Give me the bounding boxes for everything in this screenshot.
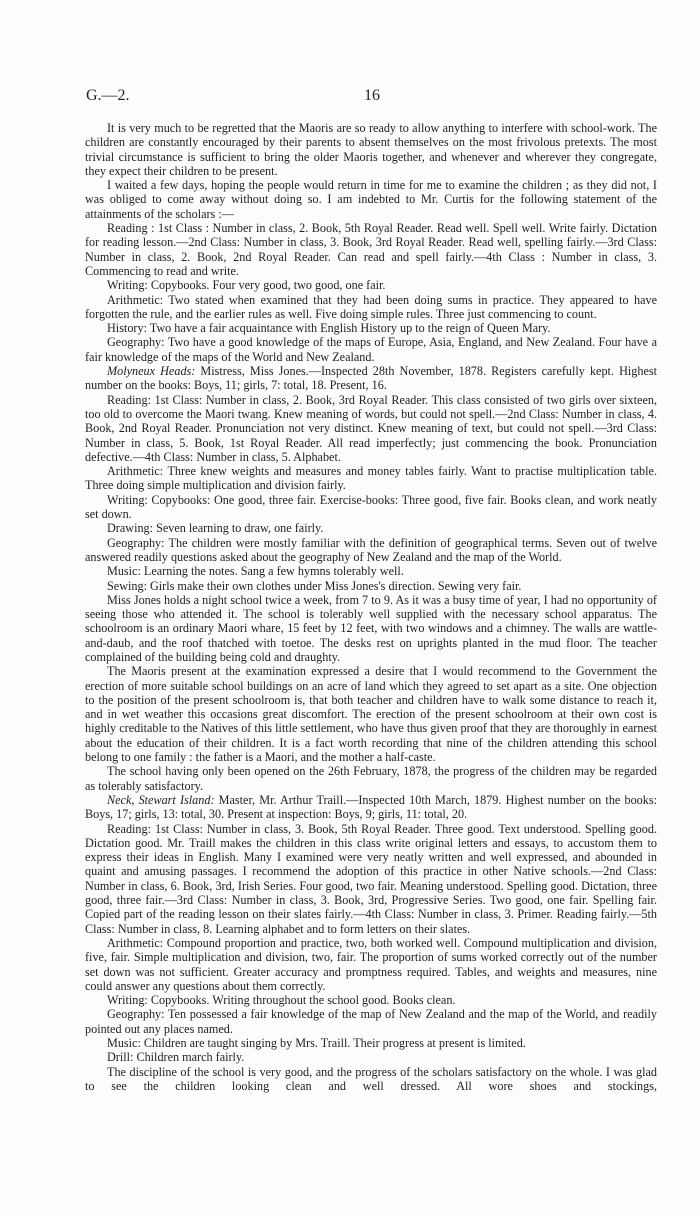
paragraph-reading: Reading: 1st Class: Number in class, 2. Book, 3rd Royal Reader. This class consisted of two girls over sixteen, too old to overcome the Maori twang. Knew meaning of words, but could not spell.—2nd Class: Number in class, 4. Book, 2nd Royal Reader. Pronunciation not very distinct. Knew meaning of text, but could not spell.—3rd Class: Number in class, 5. Book, 1st Royal Reader. All read imperfectly; just commencing the book. Pronunciation defective.—4th Class: Number in class, 5. Alphabet. [85,392,657,464]
school-name: Neck, Stewart Island: [107,792,215,807]
paragraph-history: History: Two have a fair acquaintance with English History up to the reign of Queen Mary. [107,321,551,336]
paragraph-curtis-statement: I waited a few days, hoping the people would return in time for me to examine the children ; as they did not, I was obliged to come away without doing so. I am indebted to Mr. Curtis for the following statement of the attainments of the scholars :— [85,178,657,221]
paragraph-music: Music: Children are taught singing by Mrs. Traill. Their progress at present is limited. [107,1036,526,1050]
paragraph-geography: Geography: The children were mostly familiar with the definition of geographical terms. Seven out of twelve answered readily questions asked about the geography of New Zealand and the map of the World. [85,535,657,564]
paragraph-arithmetic: Arithmetic: Two stated when examined that they had been doing sums in practice. They appeared to have forgotten the rule, and the earlier rules as well. Five doing simple rules. Three just commencing to count. [85,292,657,321]
paragraph-writing: Writing: Copybooks: One good, three fair. Exercise-books: Three good, five fair. Books clean, and work neatly set down. [85,492,657,522]
document-code: G.—2. [86,87,130,104]
paragraph-night-school: Miss Jones holds a night school twice a week, from 7 to 9. As it was a busy time of year, I had no opportunity of seeing those who attended it. The school is tolerably well supplied with the necessary school apparatus. The schoolroom is an ordinary Maori whare, 15 feet by 12 feet, with two windows and a chimney. The walls are wattle-and-daub, and the roof thatched with toetoe. The desks rest on uprights planted in the mud floor. The teacher complained of the building being cold and draughty. [85,592,657,664]
paragraph-school-molyneux-heads [85,364,657,393]
paragraph-reading: Reading : 1st Class : Number in class, 2. Book, 5th Royal Reader. Read well. Spell well. Write fairly. Dictation for reading lesson.—2nd Class: Number in class, 3. Book, 3rd Royal Reader. Read well, spelling fairly.—3rd Class: Number in class, 2. Book, 2nd Royal Reader. Can read and spell fairly.—4th Class : Number in class, 3. Commencing to read and write. [85,221,657,278]
school-name: Molyneux Heads: [107,364,196,379]
paragraph-geography: Geography: Two have a good knowledge of the maps of Europe, Asia, England, and New Zealand. Four have a fair knowledge of the maps of the World and New Zealand. [85,335,657,364]
paragraph-maori-attendance: It is very much to be regretted that the Maoris are so ready to allow anything to interfere with school-work. The children are constantly encouraged by their parents to absent themselves on the most frivolous pretexts. The most trivial circumstance is sufficient to bring the older Maoris together, and whenever and wherever they congregate, they expect their children to be present. [85,121,657,178]
paragraph-school-neck-stewart-island [85,793,657,822]
paragraph-arithmetic: Arithmetic: Three knew weights and measures and money tables fairly. Want to practise multiplication table. Three doing simple multiplication and division fairly. [85,464,657,493]
body-text [85,121,657,1093]
paragraph-music: Music: Learning the notes. Sang a few hymns tolerably well. [107,564,404,579]
paragraph-reading: Reading: 1st Class: Number in class, 3. Book, 5th Royal Reader. Three good. Text understood. Spelling good. Dictation good. Mr. Traill makes the children in this class write original letters and essays, to accustom them to express their ideas in English. Many I examined were very neatly written and well expressed, and abounded in quaint and amusing passages. I recommend the adoption of this practice in other Native schools.—2nd Class: Number in class, 6. Book, 3rd, Irish Series. Four good, two fair. Meaning understood. Spelling good. Dictation, three good, three fair.—3rd Class: Number in class, 3. Book, 3rd, Progressive Series. Two good, one fair. Spelling fair. Copied part of the reading lesson on their slates fairly.—4th Class: Number in class, 3. Primer. Reading fairly.—5th Class: Number in class, 8. Learning alphabet and to form letters on their slates. [85,821,657,936]
paragraph-sewing: Sewing: Girls make their own clothes under Miss Jones's direction. Sewing very fair. [107,578,522,593]
paragraph-text: Mistress, Miss Jones.—Inspected 28th November, 1878. Registers carefully kept. Highest number on the books: Boys, 11; girls, 7: total, 18. Present, 16. [85,364,657,393]
paragraph-text: Master, Mr. Arthur Traill.—Inspected 10th March, 1879. Highest number on the books: Boys, 17; girls, 13: total, 30. Present at inspection: Boys, 9; girls, 11: total, 20. [85,792,657,822]
paragraph-writing: Writing: Copybooks. Four very good, two good, one fair. [107,278,386,293]
page-number: 16 [364,87,380,104]
paragraph-geography: Geography: Ten possessed a fair knowledge of the map of New Zealand and the map of the World, and readily pointed out any places named. [85,1007,657,1036]
running-head [86,86,658,106]
paragraph-progress: The school having only been opened on the 26th February, 1878, the progress of the children may be regarded as tolerably satisfactory. [85,764,657,793]
paragraph-writing: Writing: Copybooks. Writing throughout the school good. Books clean. [107,993,456,1008]
paragraph-arithmetic: Arithmetic: Compound proportion and practice, two, both worked well. Compound multiplication and division, five, fair. Simple multiplication and division, two, fair. The proportion of sums worked correctly out of the number set down was not sufficient. Greater accuracy and promptness required. Tables, and weights and measures, nine could answer any questions about them correctly. [85,935,657,993]
paragraph-school-buildings: The Maoris present at the examination expressed a desire that I would recommend to the Government the erection of more suitable school buildings on an acre of land which they agreed to set apart as a site. One objection to the position of the present schoolroom is, that both teacher and children have to walk some distance to reach it, and in wet weather this occasions great discomfort. The erection of the present schoolroom at their own cost is highly creditable to the Natives of this little settlement, who have thus given proof that they are thoroughly in earnest about the education of their children. It is a fact worth recording that nine of the children attending this school belong to one family : the father is a Maori, and the mother a half-caste. [85,664,657,765]
paragraph-drill: Drill: Children march fairly. [107,1050,245,1065]
paragraph-discipline: The discipline of the school is very good, and the progress of the scholars satisfactory on the whole. I was glad to see the children looking clean and well dressed. All wore shoes and stockings, [85,1064,657,1093]
paragraph-drawing: Drawing: Seven learning to draw, one fairly. [107,521,324,536]
